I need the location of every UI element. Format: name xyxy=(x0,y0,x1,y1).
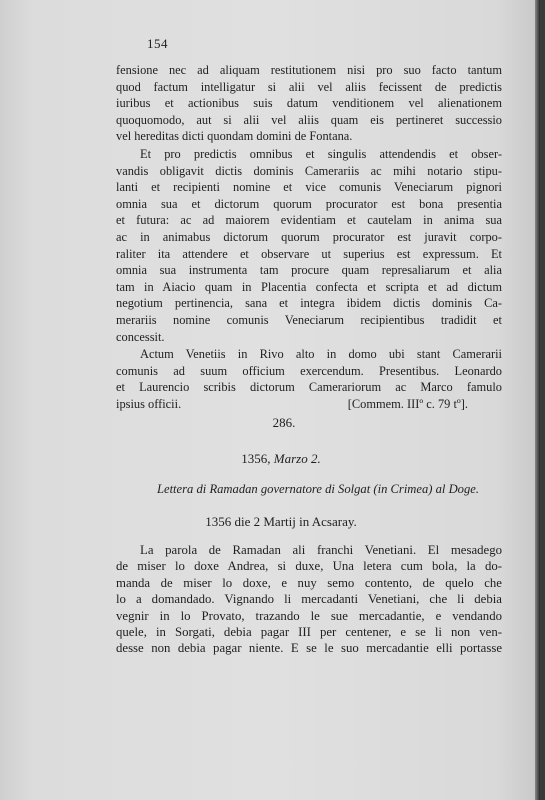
text-line: lo a domandado. Vignando li mercadanti Venetiani, che li debia xyxy=(116,592,502,607)
document-place-date: 1356 die 2 Martij in Acsaray. xyxy=(205,514,357,529)
document-heading: Lettera di Ramadan governatore di Solgat (in Crimea) al Doge. xyxy=(156,482,480,496)
text-line: de miser lo doxe Andrea, si duxe, Una letera cum bola, la do- xyxy=(116,559,502,574)
text-line: merariis nomine comunis Veneciarum recipientibus tradidit et xyxy=(116,312,502,327)
text-line: Actum Venetiis in Rivo alto in domo ubi stant Camerarii xyxy=(140,347,502,361)
document-year: 1356, xyxy=(241,451,271,466)
paragraph-obligation xyxy=(116,146,502,345)
text-line: manda de miser lo doxe, e nuy semo contento, de quelo che xyxy=(116,575,502,590)
paragraph-actum xyxy=(116,346,502,412)
text-line: et Laurencio scribis dictorum Camerariorum ac Marco famulo xyxy=(116,380,502,395)
text-line: desse non debia pagar niente. E se le suo mercadantie elli portasse xyxy=(116,641,502,656)
text-line: comunis ad suum officium exercendum. Presentibus. Leonardo xyxy=(116,363,502,378)
text-line: fensione nec ad aliquam restitutionem nisi pro suo facto tantum xyxy=(116,63,502,77)
text-line: Et pro predictis omnibus et singulis attendendis et obser- xyxy=(140,147,502,161)
page-edge-shadow xyxy=(535,0,540,800)
page-number: 154 xyxy=(147,36,168,51)
text-line: concessit. xyxy=(116,329,165,344)
text-line: lanti et recipienti nomine et vice comunis Veneciarum pignori xyxy=(116,180,502,195)
document-date xyxy=(0,451,540,467)
text-line: ac in animabus dictorum quorum procurator est juravit corpo- xyxy=(116,229,502,244)
text-line: vel hereditas dicti quondam domini de Fontana. xyxy=(116,129,353,144)
text-line: negotium pertinencia, sana et integra ibidem dictis dominis Ca- xyxy=(116,296,502,311)
text-line: quod factum intelligatur si alii vel aliis fecissent de predictis xyxy=(116,79,502,94)
text-line: iuribus et actionibus suis datum venditionem vel alienationem xyxy=(116,96,502,111)
paragraph-continuation xyxy=(116,62,502,145)
text-line: omnia sua instrumenta tam procure quam represaliarum et alia xyxy=(116,263,502,278)
text-line: quele, in Sorgati, debia pagar III per centener, e se li non ven- xyxy=(116,625,502,640)
document-number: 286. xyxy=(272,415,296,430)
closing-text: ipsius officii. xyxy=(116,396,182,411)
text-line: La parola de Ramadan ali franchi Venetiani. El mesadego xyxy=(140,543,502,557)
text-line: omnia sua et dictorum quorum procurator est bona presentia xyxy=(116,196,502,211)
text-line: raliter ita attendere et observare ut superius est expressum. Et xyxy=(116,246,502,261)
text-line: et futura: ac ad maiorem evidentiam et cautelam in anima sua xyxy=(116,213,502,228)
text-line: vandis obligavit dictis dominis Camerariis ac mihi notario stipu- xyxy=(116,163,502,178)
text-line: vegnir in lo Provato, trazando le sue mercadantie, e vendando xyxy=(116,608,502,623)
archival-citation: [Commem. IIIº c. 79 tº]. xyxy=(347,396,468,411)
closing-line xyxy=(116,396,502,413)
document-month-day: Marzo 2. xyxy=(273,451,321,466)
text-line: quoquomodo, aut si alii vel aliis quam eis pertineret successio xyxy=(116,112,502,127)
text-line: tam in Aiacio quam in Placentia confecta et scripta et ad dictum xyxy=(116,279,502,294)
paragraph-letter xyxy=(116,542,502,657)
